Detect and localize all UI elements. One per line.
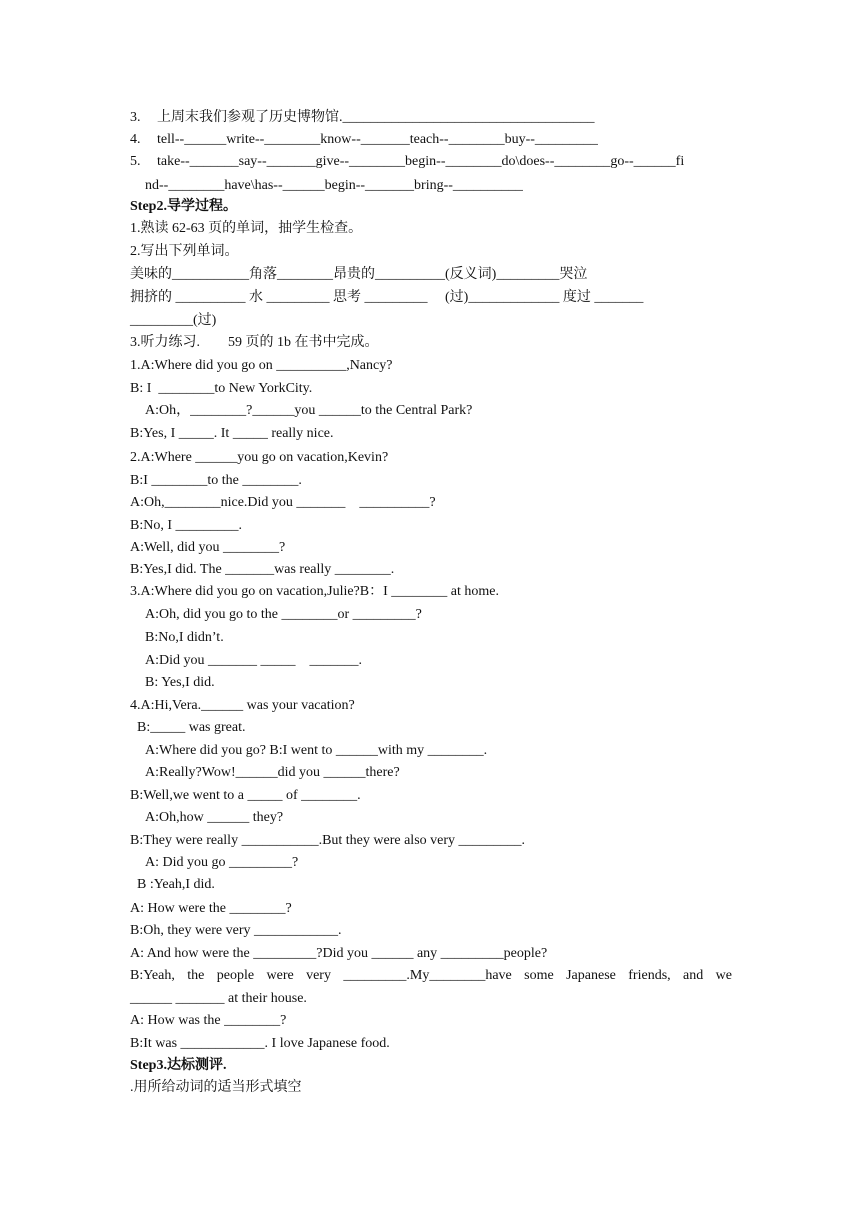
dialogue-line: A: Did you go _________?	[145, 855, 299, 870]
dialogue-line: B:Yes,I did. The _______was really ________.	[130, 562, 395, 577]
dialogue-line: A:Did you _______ _____ _______.	[145, 653, 362, 668]
item-text: take--_______say--_______give--________begin--________do\does--________go--______fi	[157, 154, 685, 169]
item-5-continuation: nd--________have\has--______begin--_______bring--__________	[145, 178, 523, 193]
instruction-line: .用所给动词的适当形式填空	[130, 1080, 302, 1095]
dialogue-line: 2.A:Where ______you go on vacation,Kevin?	[130, 450, 389, 465]
text-line: 3.听力练习. 59 页的 1b 在书中完成。	[130, 335, 379, 350]
text-line: 1.熟读 62-63 页的单词，抽学生检查。	[130, 221, 363, 236]
vocabulary-line: 拥挤的 __________ 水 _________ 思考 _________ (过)_____________ 度过 _______	[130, 290, 644, 305]
dialogue-line: B:_____ was great.	[137, 720, 246, 735]
dialogue-line: ______ _______ at their house.	[130, 991, 307, 1006]
dialogue-line: A:Oh, did you go to the ________or _________?	[145, 607, 422, 622]
dialogue-line: 1.A:Where did you go on __________,Nancy?	[130, 358, 393, 373]
dialogue-line: B:They were really ___________.But they were also very _________.	[130, 833, 526, 848]
dialogue-line: B:Oh, they were very ____________.	[130, 923, 342, 938]
dialogue-line: B:Yes, I _____. It _____ really nice.	[130, 426, 334, 441]
dialogue-line: B:I ________to the ________.	[130, 473, 302, 488]
dialogue-line: B:It was ____________. I love Japanese food.	[130, 1036, 390, 1051]
dialogue-line: A:Where did you go? B:I went to ______with my ________.	[145, 743, 488, 758]
dialogue-line: A:Well, did you ________?	[130, 540, 286, 555]
dialogue-line: B:No, I _________.	[130, 518, 242, 533]
item-5	[130, 152, 732, 172]
section-heading-step2: Step2.导学过程。	[130, 199, 237, 214]
dialogue-line: A: And how were the _________?Did you ______ any _________people?	[130, 946, 548, 961]
text-line: 2.写出下列单词。	[130, 244, 239, 259]
item-3	[130, 108, 732, 128]
section-heading-step3: Step3.达标测评.	[130, 1058, 227, 1073]
dialogue-line: B:Well,we went to a _____ of ________.	[130, 788, 361, 803]
dialogue-line: 4.A:Hi,Vera.______ was your vacation?	[130, 698, 355, 713]
dialogue-line: B :Yeah,I did.	[137, 877, 215, 892]
dialogue-line: A:Oh,how ______ they?	[145, 810, 284, 825]
dialogue-line: 3.A:Where did you go on vacation,Julie?B：I ________ at home.	[130, 584, 499, 599]
dialogue-line: B:No,I didn’t.	[145, 630, 224, 645]
item-text: 上周末我们参观了历史博物馆.____________________________________	[157, 110, 595, 125]
item-number: 5.	[130, 154, 141, 169]
dialogue-line: A:Oh,________nice.Did you _______ __________?	[130, 495, 436, 510]
vocabulary-line: 美味的___________角落________昂贵的__________(反义词)_________哭泣	[130, 267, 588, 282]
item-4	[130, 130, 732, 150]
item-number: 4.	[130, 132, 141, 147]
dialogue-line: A:Really?Wow!______did you ______there?	[145, 765, 400, 780]
dialogue-line: B: I ________to New YorkCity.	[130, 381, 313, 396]
item-number: 3.	[130, 110, 141, 125]
dialogue-line: B: Yes,I did.	[145, 675, 215, 690]
item-text: tell--______write--________know--_______teach--________buy--_________	[157, 132, 598, 147]
dialogue-line: A:Oh，________?______you ______to the Central Park?	[145, 403, 473, 418]
dialogue-line: A: How was the ________?	[130, 1013, 287, 1028]
vocabulary-line: _________(过)	[130, 313, 217, 328]
dialogue-line: A: How were the ________?	[130, 901, 292, 916]
dialogue-line: B:Yeah, the people were very _________.My________have some Japanese friends, and we	[130, 968, 732, 983]
